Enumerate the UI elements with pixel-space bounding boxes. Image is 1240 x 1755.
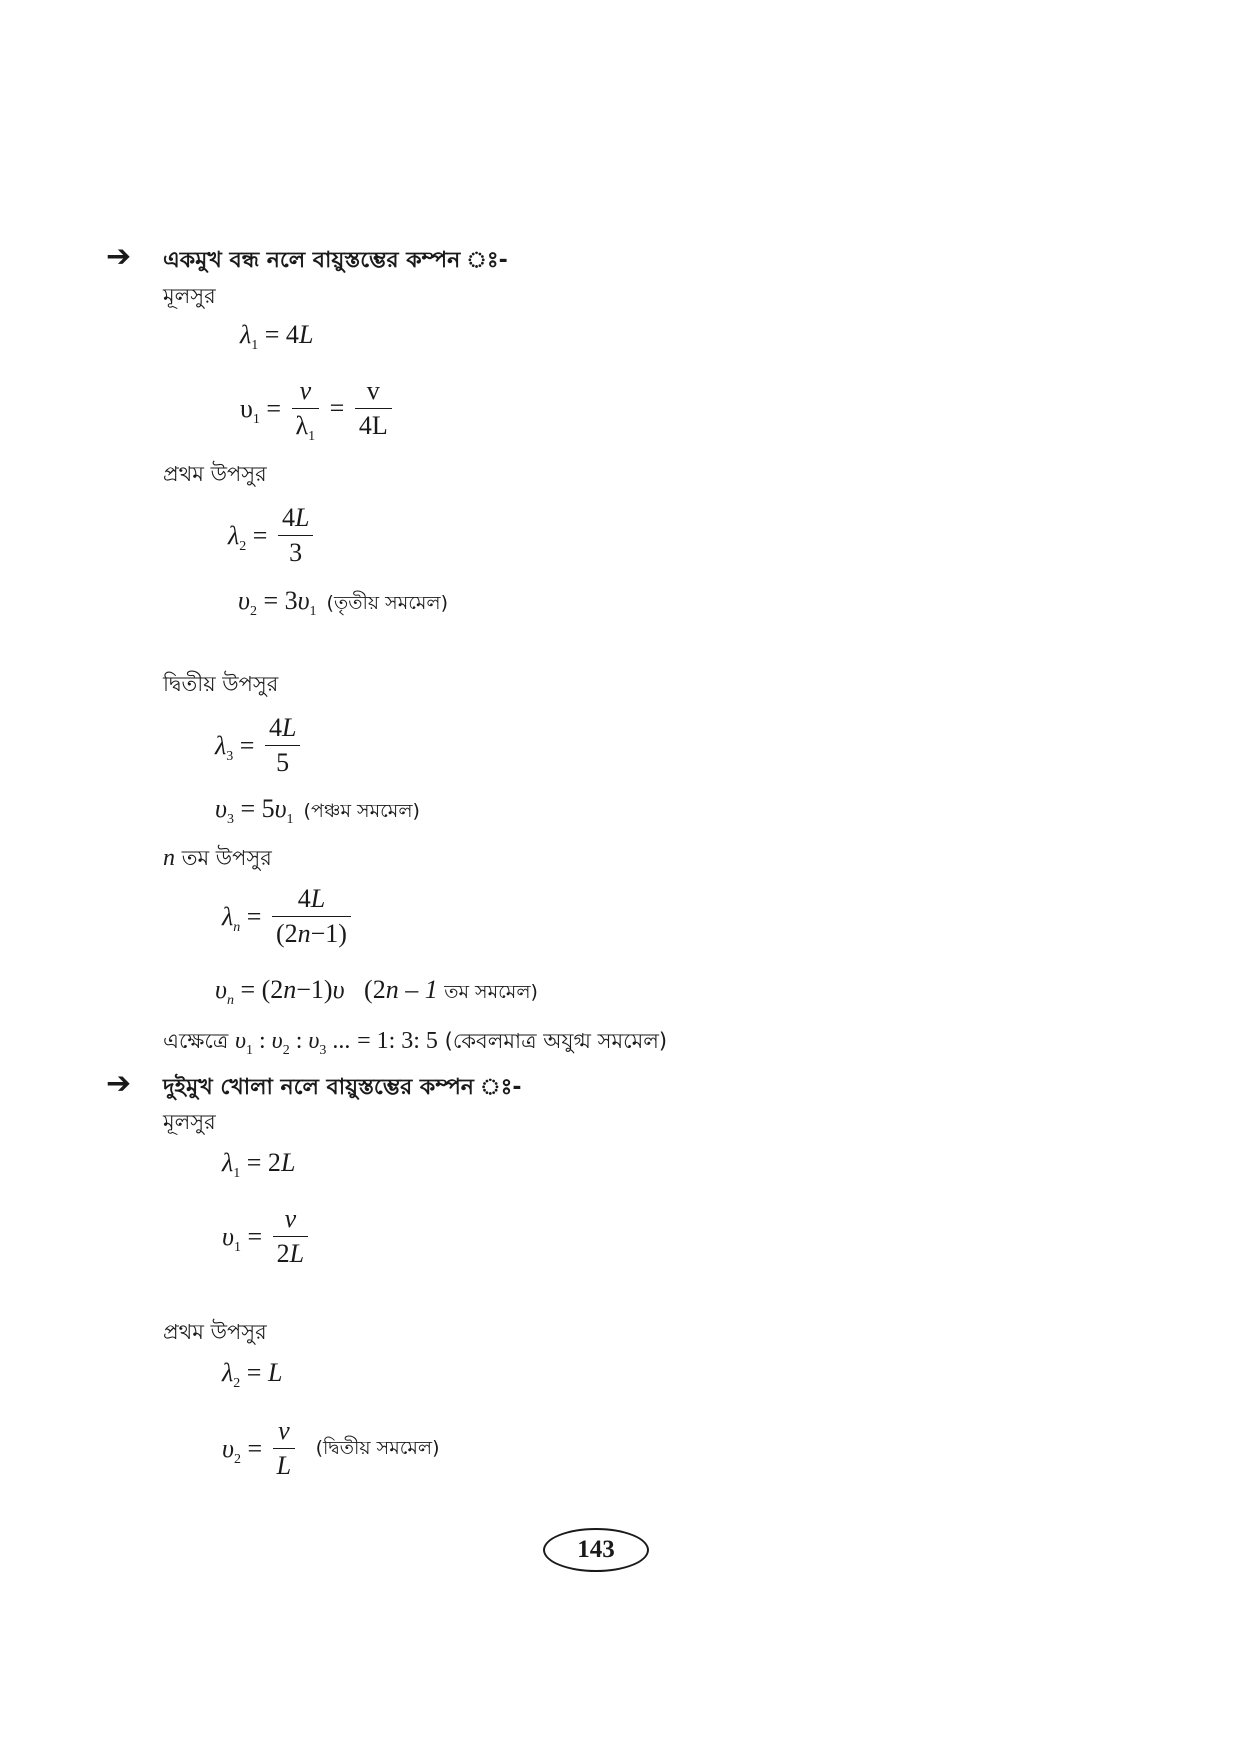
section-heading-open-pipe: দুইমুখ খোলা নলে বায়ুস্তম্ভের কম্পন ঃ- [163,1075,522,1100]
ratio-note: (কেবলমাত্র অযুগ্ম সমমেল) [444,1029,668,1053]
equation-freq1-open: $\upsilon_1$ = $\frac{v}{2L}$ [222,1206,312,1267]
ratio-prefix: এক্ষেত্রে [163,1029,229,1053]
harmonic-note: (তৃতীয় সমমেল) [326,592,448,614]
fundamental-label: মূলসুর [163,1110,216,1134]
equation-freq2-open: $\upsilon_2$ = $\frac{v}{L}$ (দ্বিতীয় সমমেল) [222,1416,440,1480]
nth-overtone-label-text: তম উপসুর [181,846,272,870]
equation-lambda3-closed: $\lambda_3$ = $\frac{4L}{5}$ [215,715,304,776]
equation-freq3-closed: $\upsilon_3 = 5\upsilon_1$ (পঞ্চম সমমেল) [215,794,420,827]
nth-overtone-label: n তম উপসুর [163,845,272,871]
arrow-icon: ➔ [106,239,132,274]
fundamental-label: মূলসুর [163,284,216,308]
page-number: 143 [543,1528,649,1572]
equation-lambda1-open: $\lambda_1 = 2L$ [222,1148,296,1181]
equation-lambda2-open: $\lambda_2 = L$ [222,1358,283,1391]
section-heading-closed-pipe: একমুখ বন্ধ নলে বায়ুস্তম্ভের কম্পন ঃ- [163,248,508,273]
harmonic-note: (পঞ্চম সমমেল) [303,800,420,822]
harmonic-note: তম সমমেল) [444,981,538,1003]
equation-freqn-closed: $\upsilon_n = (2n-1)\upsilon$ (2n – 1 তম সমমেল) [215,975,538,1008]
arrow-icon: ➔ [106,1066,132,1101]
first-overtone-label: প্রথম উপসুর [163,1320,267,1344]
harmonic-note: (দ্বিতীয় সমমেল) [315,1437,440,1459]
first-overtone-label: প্রথম উপসুর [163,462,267,486]
ratio-statement: এক্ষেত্রে $\upsilon_1$ : $\upsilon_2$ : $\upsilon_3$ ... = 1: 3: 5 (কেবলমাত্র অযুগ্ম সমমেল) [163,1028,668,1058]
equation-lambdan-closed: $\lambda_n$ = $\frac{4L}{(2n-1)}$ [222,886,355,947]
equation-freq1-closed: $\upsilon_1$ = $\frac{v}{\lambda_1}$ = $\frac{v}{4L}$ [240,378,396,439]
equation-freq2-closed: $\upsilon_2 = 3\upsilon_1$ (তৃতীয় সমমেল) [238,586,448,619]
equation-lambda2-closed: $\lambda_2$ = $\frac{4L}{3}$ [228,505,317,566]
ratio-values: = 1: 3: 5 [357,1028,438,1054]
second-overtone-label: দ্বিতীয় উপসুর [163,672,279,696]
equation-lambda1-closed: $\lambda_1 = 4L$ [240,320,314,353]
